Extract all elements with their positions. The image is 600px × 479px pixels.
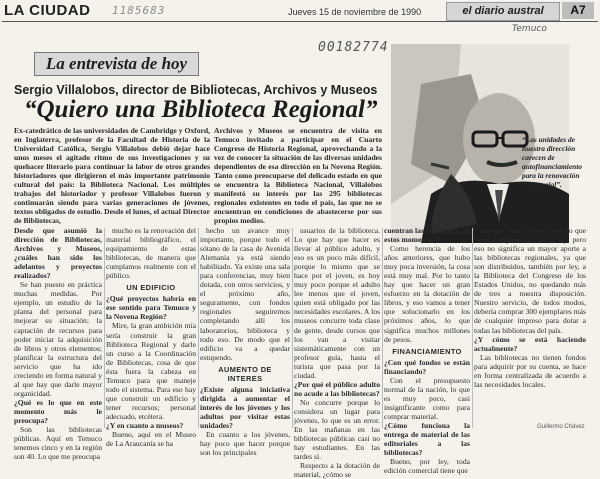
interview-answer: entregar quince ejemplares, lo que es el cumplimiento de la ley, pero eso no significa un mayor aporte a las bibliotecas regionales, ya que son distribuidos, también por ley, a la Biblioteca del Congreso de los Estados Unidos, no quedando más de tres a nuestra disposición. Nuestro servicio, de todos modos, debería comprar 300 ejemplares más de cualquier impreso para dotar a todas las bibliotecas del país. [474,226,586,335]
body-column-4 [294,226,380,479]
article-headline: “Quiero una Biblioteca Regional” [24,96,378,123]
interview-answer: Con el presupuesto normal de la nación, lo que es muy poco, casi insignificante como para comprar material. [384,375,470,421]
interview-question: ¿Y en cuanto a museos? [106,420,184,430]
interview-answer: Las bibliotecas no tienen fondos para adquirir por su cuenta, se hace en forma centralizada de acuerdo a las necesidades locales. [474,352,586,389]
column-rule [472,228,473,428]
section-subheading: UN EDIFICIO [126,283,176,293]
lead-paragraph-left: Ex-catedrático de las universidades de Cambridge y Oxford, en Inglaterra, profesor de la Facultad de Historia de la Universidad Católica, Sergio Villalobos debió dejar hace unos meses el agitado ritmo de sus investigaciones y su quehacer literario para continuar la labor de otros grandes historiadores que dirigieron el más importante patrimonio cultural del país: la Biblioteca Nacional. Los múltiples trabajos del historiador y profesor Villalobos fueron y continuarán siendo para varias generaciones de jóvenes, textos obligados de estudio. Desde el lunes, el actual Director de Bibliotecas, [14,126,210,226]
interview-answer: Bueno, aquí en el Museo de La Araucanía se ha [106,430,196,449]
body-column-6 [474,226,586,432]
interview-question: Desde que asumió la dirección de Bibliotecas, Archivos y Museos, ¿cuáles han sido los adelantos y proyectos realizados? [14,226,102,281]
interview-answer: mucho es la renovación del material bibliográfico, el equipamiento de estas bibliotecas, de manera que cumplamos realmente con el público. [106,226,196,281]
interview-question: ¿Cómo funciona la entrega de material de las editoriales a las bibliotecas? [384,420,470,458]
interview-answer: No concurre porque lo considera un lugar para jóvenes, lo que es un error. En las mañanas en las bibliotecas públicas casi no hay estudiantes. En las tardes sí. [294,397,380,462]
interview-answer: Se han puesto en práctica muchas medidas. Por ejemplo, un estudio de la planta del personal para mejorar su situación; la captación de recursos para poder iniciar la adquisición de libros y otros elementos; planificar la estructura del servicio que ha ido creciendo en forma natural y al que hay que darle mayor organicidad. [14,280,102,398]
interview-answer: usuarios de la biblioteca. Lo que hay que hacer es llevar al público adulto, y eso es un poco más difícil, porque lo mismo que se hace por el joven, es hoy muy poco porque el adulto lee menos que el joven, quien está obligado por las necesidades escolares. A los museos concurre toda clase de gente, desde cursos que los van a visitar sistemáticamente con un profesor guía, hasta el turista que pasa por la ciudad. [294,226,380,380]
lead-paragraph-right: Archivos y Museos se encuentra de visita en Temuco invitado a participar en el Cuarto Congreso de Historia Regional, aprovechando a la vez de conocer la situación de las diversas unidades dependientes de esa dirección en la Novena Región. Tanto como preocuparse del delicado estado en que se encuentra la Biblioteca Nacional, Villalobos manifestó su interés por las 295 bibliotecas regionales existentes en todo el país, las que no se encuentran en condiciones de abastecerse por sus propios medios. [214,126,382,226]
interview-question: ¿Con qué fondos se están financiando? [384,357,470,376]
interview-question: cuentran las bibliotecas en estos momentos? [384,226,470,245]
interview-question: ¿Qué proyectos habría en ese sentido para Temuco y la Novena Región? [106,294,196,322]
section-label: LA CIUDAD [4,2,91,19]
page-number: A7 [562,2,594,19]
interview-answer: Mire, la gran ambición mía sería construir la gran Biblioteca Regional y darle un curso a la Coordinación de Bibliotecas, cosa de que ésta fuera la cabeza en Temuco para que maneje todo el sistema. Para eso hay que construir un edificio y tener recursos; personal adecuado, etcétera. [106,321,196,421]
interview-answer: Respecto a la dotación de material, ¿cómo se [294,461,380,479]
interview-answer: Son las bibliotecas públicas. Aquí en Temuco tenemos cinco y en la región son 40. Lo que me preocupa [14,425,102,462]
body-column-2 [106,226,196,449]
interview-answer: En cuanto a los jóvenes, hay poco que hacer porque son los principales [200,430,290,458]
interview-question: ¿Existe alguna iniciativa dirigida a aumentar el interés de los jóvenes y los adultos por visitar estas unidades? [200,384,290,430]
interview-answer: Bueno, por ley, toda edición comercial tiene que [384,457,470,476]
column-rule [198,228,199,428]
body-column-5 [384,226,470,476]
section-subheading: AUMENTO DE INTERES [218,364,272,383]
handwritten-archive-code: 1185683 [112,4,166,17]
body-column-3 [200,226,290,458]
column-rule [104,228,105,428]
header-rule [2,21,598,22]
column-rule [382,228,383,428]
interview-question: ¿Qué es lo que en este momento más le preocupa? [14,397,102,425]
interview-question: ¿Y cómo se está haciendo actualmente? [474,334,586,353]
handwritten-reference-number: 00182774 [318,40,389,55]
handwritten-city-note: Temuco [512,24,547,34]
article-subhead: Sergio Villalobos, director de Bibliotecas, Archivos y Museos [14,83,378,97]
photo-credit: Guillermo Chávez [537,424,585,430]
kicker-box: La entrevista de hoy [34,52,199,76]
body-column-1 [14,226,102,462]
interview-answer: hecho un avance muy importante, porque todo el sótano de la casa de Avenida Alemania ya está siendo habilitado. Ya existe una sala para conferencias, muy bien dotada, con otros servicios, y el próximo año, seguramente, con fondos regionales seguiremos completando allí los laboratorios, biblioteca y todo eso. De modo que el edificio va a quedar estupendo. [200,226,290,362]
dateline: Jueves 15 de noviembre de 1990 [288,7,422,17]
interview-question: ¿Por qué el público adulto no acude a las bibliotecas? [294,379,380,398]
masthead: el diario austral [446,2,560,21]
interview-answer: Como herencia de los años anteriores, que hubo muy poca inversión, la cosa está muy mal. Por lo tanto hay que hacer un gran esfuerzo en la dotación de libros, y eso vamos a tener que solucionarlo en los próximos años, lo que significa muchos millones de pesos. [384,244,470,344]
column-rule [292,228,293,428]
photo-caption: “Las unidades de nuestra dirección carecen de autofinanciamiento para la renovación de material”. [522,135,582,189]
section-subheading: FINANCIAMIENTO [392,346,462,356]
